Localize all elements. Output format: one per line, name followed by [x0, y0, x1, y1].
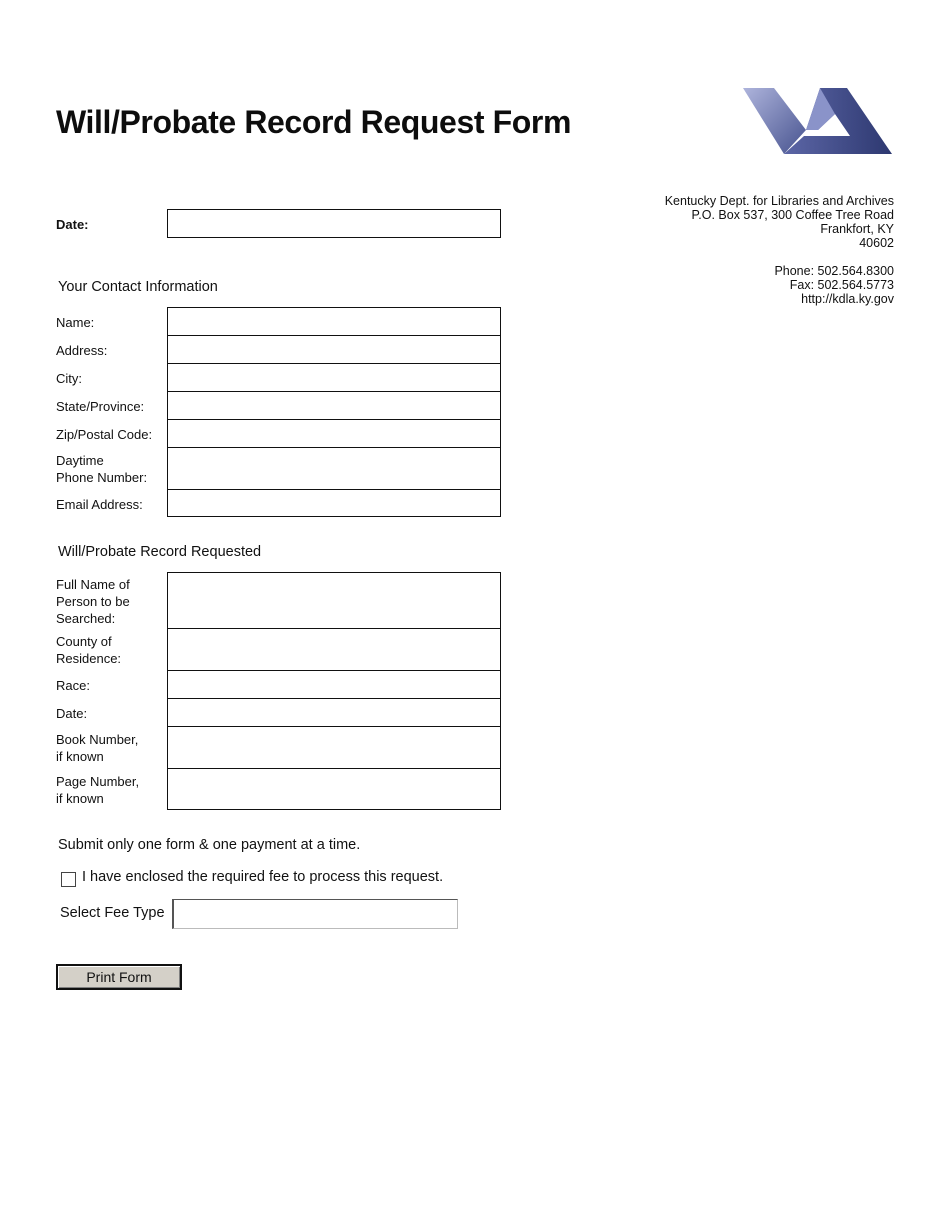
- fee-enclosed-checkbox[interactable]: [61, 872, 76, 887]
- fullname-label-line2: Person to be: [56, 594, 130, 609]
- race-label: Race:: [56, 678, 90, 693]
- record-date-label: Date:: [56, 706, 88, 721]
- agency-website[interactable]: http://kdla.ky.gov: [801, 292, 894, 306]
- page-label-line2: if known: [56, 791, 104, 806]
- kdla-logo: [740, 84, 896, 160]
- contact-section-heading: Your Contact Information: [58, 279, 218, 295]
- page-number-field[interactable]: [167, 768, 501, 810]
- city-field[interactable]: [167, 363, 501, 392]
- date-field[interactable]: [167, 209, 501, 238]
- fee-enclosed-label: I have enclosed the required fee to process this request.: [82, 869, 444, 885]
- address-label: Address:: [56, 343, 108, 358]
- fullname-label-line1: Full Name of: [56, 577, 130, 592]
- state-label: State/Province:: [56, 399, 145, 414]
- page-label-line1: Page Number,: [56, 774, 140, 789]
- email-field[interactable]: [167, 489, 501, 517]
- fee-type-select[interactable]: [172, 899, 458, 929]
- phone-field[interactable]: [167, 447, 501, 490]
- agency-zip: 40602: [859, 236, 894, 250]
- address-field[interactable]: [167, 335, 501, 364]
- county-field[interactable]: [167, 628, 501, 671]
- book-number-label: [56, 731, 138, 765]
- county-label-line2: Residence:: [56, 651, 122, 666]
- city-label: City:: [56, 371, 82, 386]
- zip-field[interactable]: [167, 419, 501, 448]
- name-field[interactable]: [167, 307, 501, 336]
- record-section-heading: Will/Probate Record Requested: [58, 544, 262, 560]
- agency-fax: Fax: 502.564.5773: [789, 278, 894, 292]
- agency-city-state: Frankfort, KY: [820, 222, 894, 236]
- book-label-line2: if known: [56, 749, 104, 764]
- fee-type-label: Select Fee Type: [60, 905, 165, 921]
- county-label: [56, 633, 121, 667]
- county-label-line1: County of: [56, 634, 112, 649]
- phone-label-line2: Phone Number:: [56, 470, 148, 485]
- race-field[interactable]: [167, 670, 501, 699]
- agency-address: P.O. Box 537, 300 Coffee Tree Road: [691, 208, 894, 222]
- book-number-field[interactable]: [167, 726, 501, 769]
- agency-name: Kentucky Dept. for Libraries and Archives: [664, 194, 894, 208]
- book-label-line1: Book Number,: [56, 732, 139, 747]
- page-number-label: [56, 773, 139, 807]
- fullname-field[interactable]: [167, 572, 501, 629]
- name-label: Name:: [56, 315, 95, 330]
- fullname-label: [56, 576, 130, 627]
- state-field[interactable]: [167, 391, 501, 420]
- submission-note: Submit only one form & one payment at a time.: [58, 837, 361, 853]
- record-date-field[interactable]: [167, 698, 501, 727]
- zip-label: Zip/Postal Code:: [56, 427, 153, 442]
- agency-contact-block: [665, 194, 894, 306]
- date-label: Date:: [56, 217, 89, 232]
- agency-phone: Phone: 502.564.8300: [774, 264, 894, 278]
- fullname-label-line3: Searched:: [56, 611, 116, 626]
- page-title: Will/Probate Record Request Form: [56, 104, 571, 140]
- email-label: Email Address:: [56, 497, 143, 512]
- phone-label: [56, 452, 147, 486]
- phone-label-line1: Daytime: [56, 453, 104, 468]
- print-form-button[interactable]: Print Form: [56, 964, 182, 990]
